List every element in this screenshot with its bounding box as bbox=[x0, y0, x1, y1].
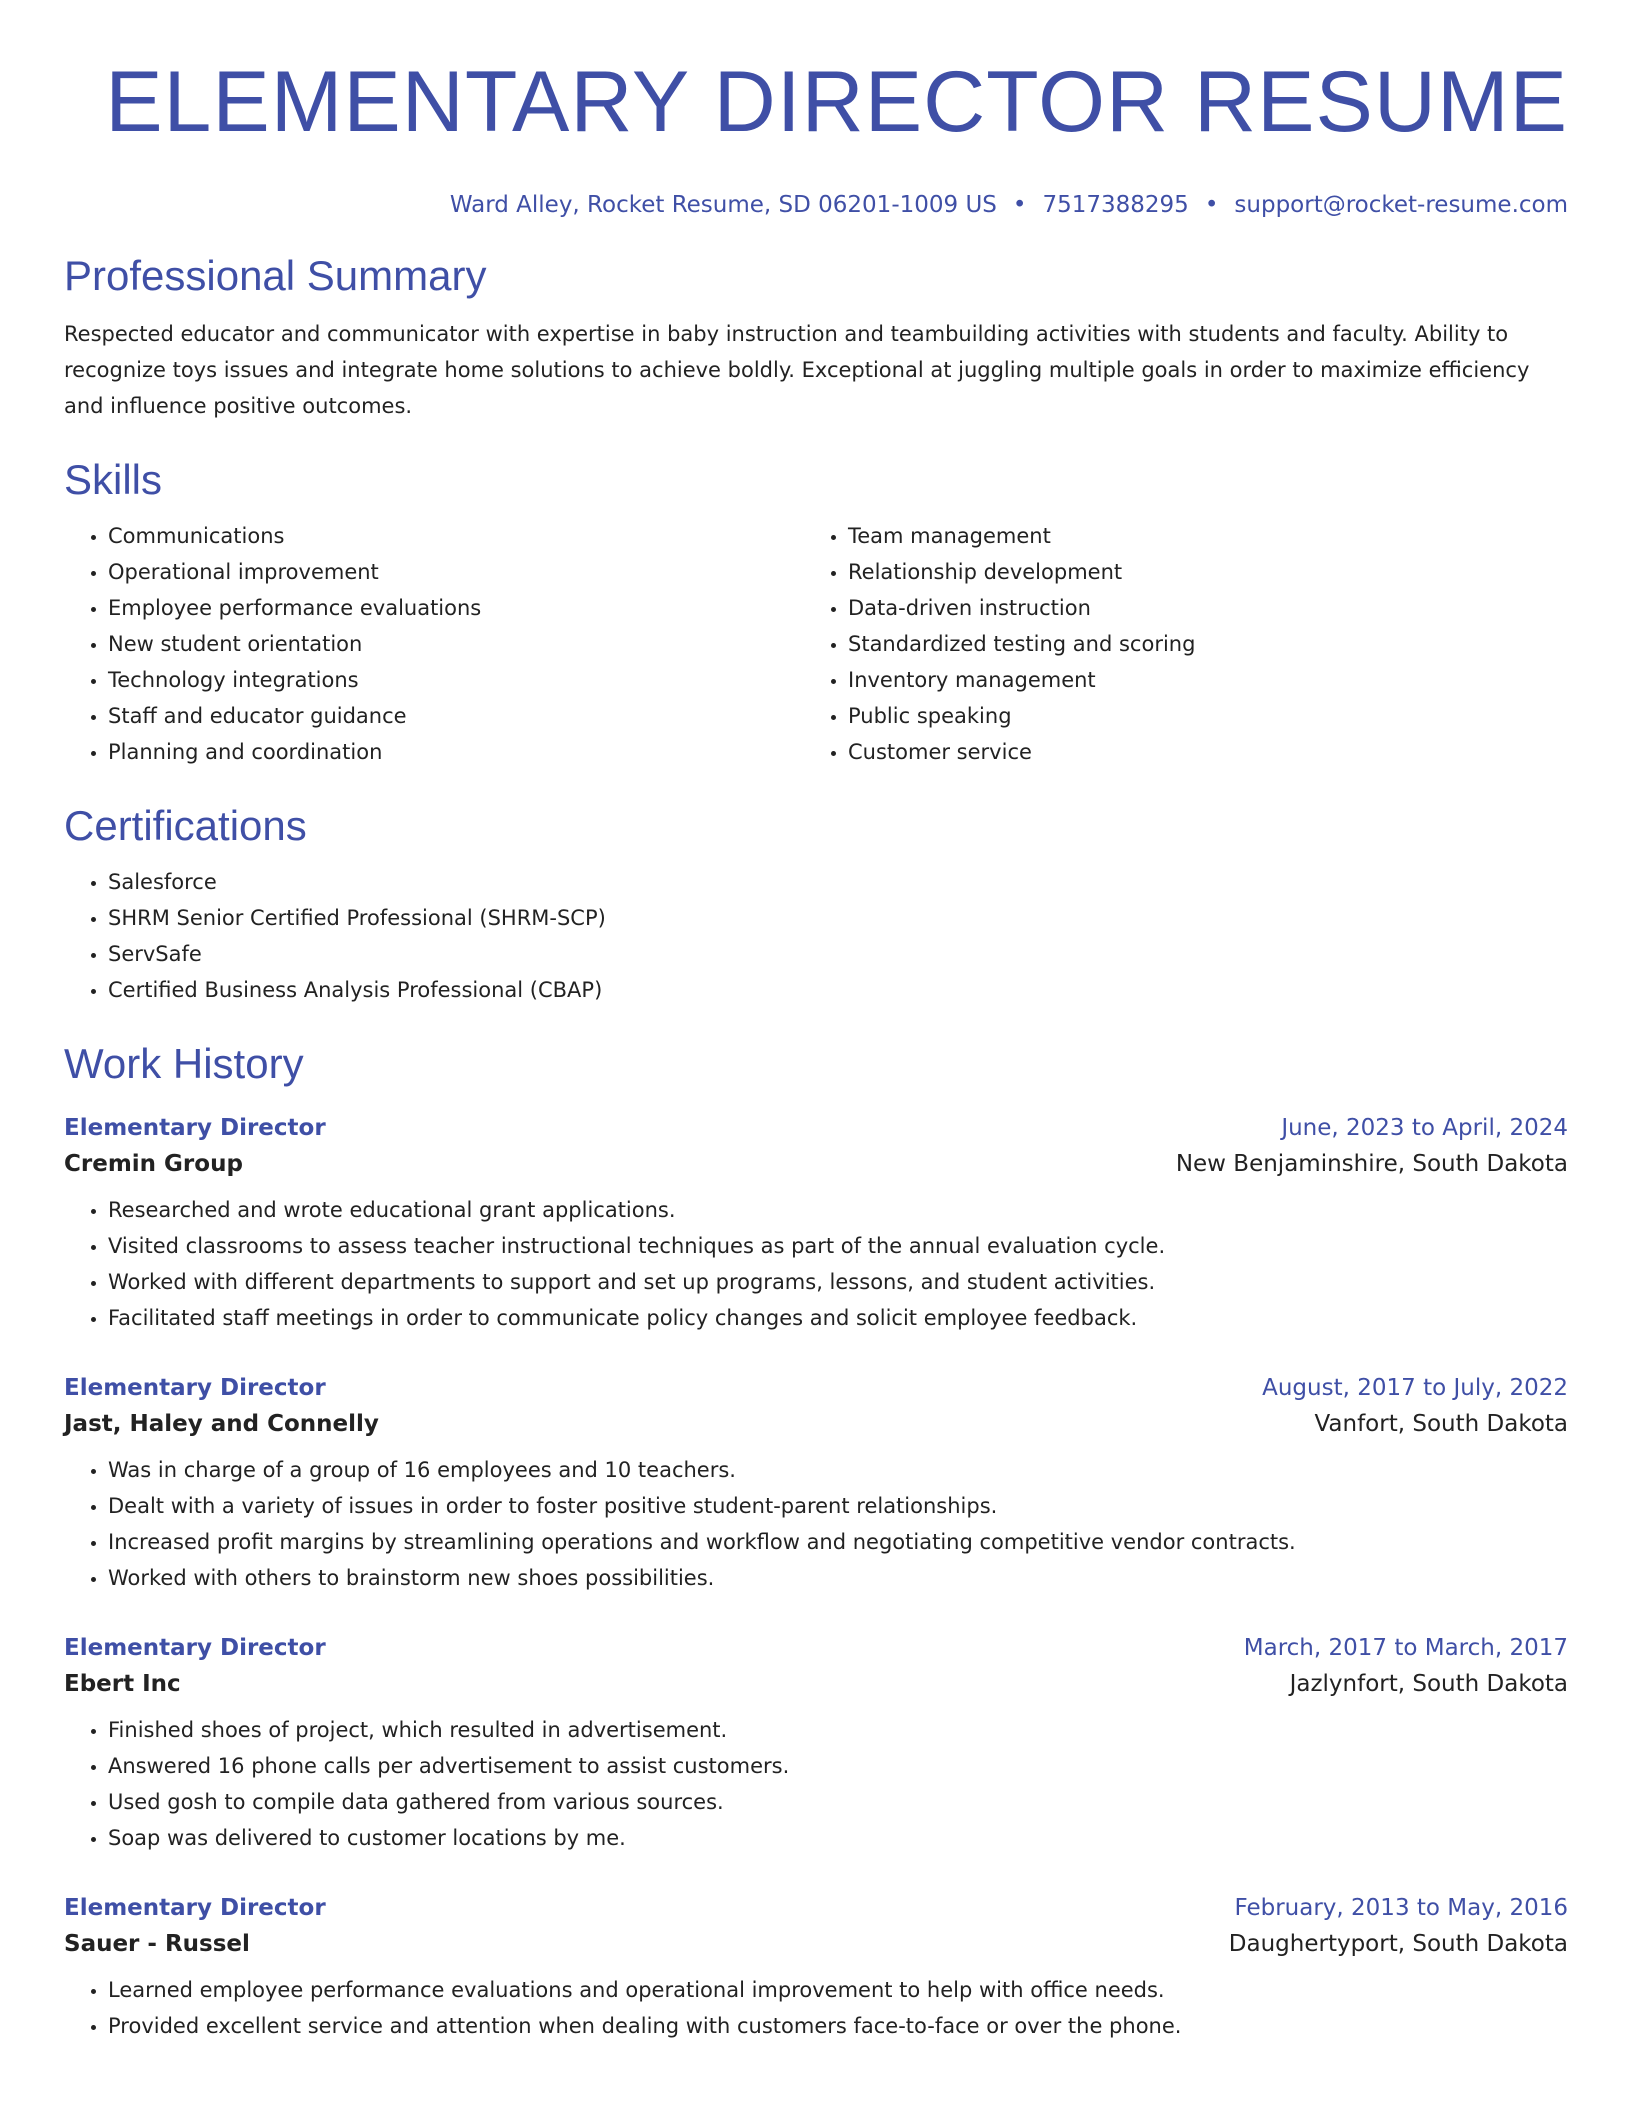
job-duties-list bbox=[64, 1452, 1568, 1596]
skill-item: • Employee performance evaluations bbox=[108, 590, 804, 626]
certifications-section bbox=[64, 800, 1568, 1008]
resume-header bbox=[64, 0, 1568, 220]
job-duty: • Was in charge of a group of 16 employees and 10 teachers. bbox=[108, 1452, 1568, 1488]
job-company: Ebert Inc bbox=[64, 1671, 181, 1697]
job-company: Cremin Group bbox=[64, 1151, 243, 1177]
job-entry bbox=[64, 1110, 1568, 1336]
skills-grid bbox=[64, 518, 1568, 770]
job-title: Elementary Director bbox=[64, 1375, 326, 1401]
job-company-row bbox=[64, 1146, 1568, 1182]
certification-item: • Certified Business Analysis Professional (CBAP) bbox=[108, 972, 1568, 1008]
summary-section bbox=[64, 250, 1568, 424]
job-duty: • Learned employee performance evaluations and operational improvement to help with office needs. bbox=[108, 1972, 1568, 2008]
job-duty: • Provided excellent service and attention when dealing with customers face-to-face or over the phone. bbox=[108, 2008, 1568, 2044]
skill-item: • Communications bbox=[108, 518, 804, 554]
contact-separator: • bbox=[1204, 192, 1219, 218]
job-location: New Benjaminshire, South Dakota bbox=[1175, 1151, 1568, 1177]
job-company-row bbox=[64, 1666, 1568, 1702]
skills-section bbox=[64, 454, 1568, 770]
job-duties-list bbox=[64, 1192, 1568, 1336]
job-company: Jast, Haley and Connelly bbox=[64, 1411, 379, 1437]
job-duty: • Increased profit margins by streamlining operations and workflow and negotiating competitive vendor contracts. bbox=[108, 1524, 1568, 1560]
contact-separator: • bbox=[1012, 192, 1027, 218]
job-duty: • Used gosh to compile data gathered from various sources. bbox=[108, 1784, 1568, 1820]
job-entry bbox=[64, 1370, 1568, 1596]
skill-item: • Public speaking bbox=[848, 698, 1544, 734]
job-dates: August, 2017 to July, 2022 bbox=[1262, 1375, 1568, 1401]
skill-item: • Technology integrations bbox=[108, 662, 804, 698]
job-header-row bbox=[64, 1370, 1568, 1406]
contact-email[interactable]: support@rocket-resume.com bbox=[1234, 192, 1568, 218]
job-title: Elementary Director bbox=[64, 1635, 326, 1661]
certification-item: • SHRM Senior Certified Professional (SHRM-SCP) bbox=[108, 900, 1568, 936]
summary-heading: Professional Summary bbox=[64, 252, 487, 299]
certification-item: • ServSafe bbox=[108, 936, 1568, 972]
job-dates: February, 2013 to May, 2016 bbox=[1234, 1895, 1568, 1921]
job-duty: • Soap was delivered to customer locations by me. bbox=[108, 1820, 1568, 1856]
skill-item: • New student orientation bbox=[108, 626, 804, 662]
job-company-row bbox=[64, 1926, 1568, 1962]
job-header-row bbox=[64, 1630, 1568, 1666]
job-title: Elementary Director bbox=[64, 1115, 326, 1141]
job-title: Elementary Director bbox=[64, 1895, 326, 1921]
skill-item: • Data-driven instruction bbox=[848, 590, 1544, 626]
job-duties-list bbox=[64, 1712, 1568, 1856]
work-history-heading: Work History bbox=[64, 1040, 304, 1087]
job-duty: • Worked with others to brainstorm new shoes possibilities. bbox=[108, 1560, 1568, 1596]
certifications-heading: Certifications bbox=[64, 802, 307, 849]
job-header-row bbox=[64, 1110, 1568, 1146]
job-duty: • Finished shoes of project, which resulted in advertisement. bbox=[108, 1712, 1568, 1748]
skills-column-left bbox=[64, 518, 804, 770]
skill-item: • Staff and educator guidance bbox=[108, 698, 804, 734]
skills-list bbox=[64, 518, 804, 770]
skill-item: • Standardized testing and scoring bbox=[848, 626, 1544, 662]
job-entry bbox=[64, 1630, 1568, 1856]
job-entry bbox=[64, 1890, 1568, 2044]
resume-title: ELEMENTARY DIRECTOR RESUME bbox=[105, 54, 1568, 150]
job-location: Daughertyport, South Dakota bbox=[1228, 1931, 1568, 1957]
job-duties-list bbox=[64, 1972, 1568, 2044]
contact-line bbox=[64, 190, 1568, 220]
certifications-list bbox=[64, 864, 1568, 1008]
skill-item: • Customer service bbox=[848, 734, 1544, 770]
contact-address: Ward Alley, Rocket Resume, SD 06201-1009 US bbox=[449, 192, 997, 218]
job-duty: • Facilitated staff meetings in order to communicate policy changes and solicit employee feedback. bbox=[108, 1300, 1568, 1336]
skill-item: • Team management bbox=[848, 518, 1544, 554]
job-company-row bbox=[64, 1406, 1568, 1442]
job-location: Vanfort, South Dakota bbox=[1314, 1411, 1568, 1437]
job-header-row bbox=[64, 1890, 1568, 1926]
job-dates: June, 2023 to April, 2024 bbox=[1281, 1115, 1568, 1141]
job-dates: March, 2017 to March, 2017 bbox=[1243, 1635, 1568, 1661]
skills-column-right bbox=[804, 518, 1544, 770]
skill-item: • Operational improvement bbox=[108, 554, 804, 590]
skill-item: • Relationship development bbox=[848, 554, 1544, 590]
job-location: Jazlynfort, South Dakota bbox=[1289, 1671, 1568, 1697]
contact-phone: 7517388295 bbox=[1042, 192, 1189, 218]
job-duty: • Researched and wrote educational grant applications. bbox=[108, 1192, 1568, 1228]
skill-item: • Inventory management bbox=[848, 662, 1544, 698]
job-duty: • Dealt with a variety of issues in order to foster positive student-parent relationships. bbox=[108, 1488, 1568, 1524]
certification-item: • Salesforce bbox=[108, 864, 1568, 900]
job-duty: • Worked with different departments to support and set up programs, lessons, and student activities. bbox=[108, 1264, 1568, 1300]
skill-item: • Planning and coordination bbox=[108, 734, 804, 770]
job-duty: • Answered 16 phone calls per advertisement to assist customers. bbox=[108, 1748, 1568, 1784]
summary-text: Respected educator and communicator with expertise in baby instruction and teambuilding activities with students and faculty. Ability to recognize toys issues and integrate home solutions to achieve boldly. Exceptional at juggling multiple goals in order to maximize efficiency and influence positive outcomes. bbox=[64, 322, 1530, 418]
skills-list bbox=[804, 518, 1544, 770]
skills-heading: Skills bbox=[64, 456, 163, 503]
job-duty: • Visited classrooms to assess teacher instructional techniques as part of the annual evaluation cycle. bbox=[108, 1228, 1568, 1264]
work-history-section bbox=[64, 1038, 1568, 2044]
job-company: Sauer - Russel bbox=[64, 1931, 250, 1957]
